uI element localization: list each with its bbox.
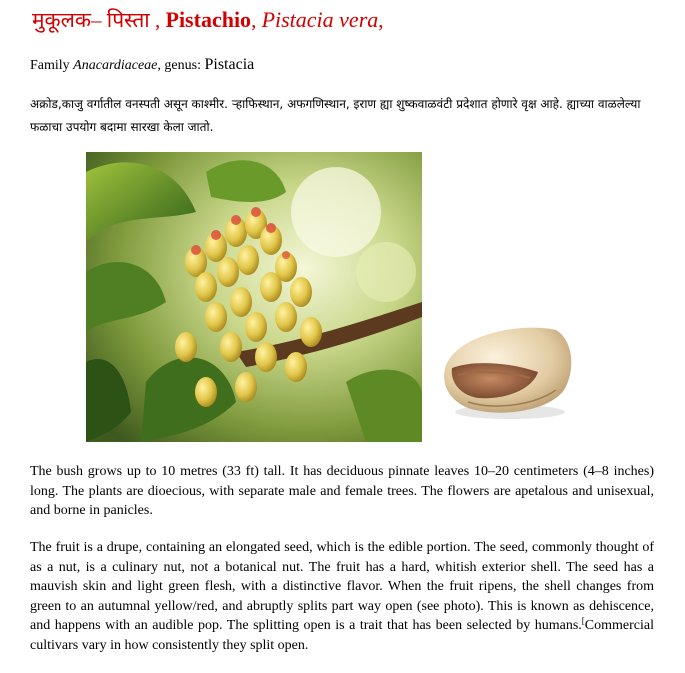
title-common-name: Pistachio (165, 7, 252, 32)
title-separator: , (251, 8, 262, 32)
genus-prefix: , genus: (157, 58, 205, 73)
paragraph-fruit-text: The fruit is a drupe, containing an elongated seed, which is the edible portion. The seed, commonly thought of as a nut, is a culinary nut, not a botanical nut. The fruit has a hard, whitish exterior shell. The seed has a mauvish skin and light green flesh, with a distinctive flavor. When the fruit ripens, the shell changes from green to an autumnal yellow/red, and abruptly splits part way open (see photo). This is known as dehiscence, and happens with an audible pop. The splitting open is a trait that has been selected by humans. (30, 540, 654, 633)
paragraph-fruit-text-end: Commercial cultivars vary in how consistently they split open. (30, 618, 654, 653)
family-line (30, 56, 254, 74)
title-end: , (378, 8, 384, 32)
intro-marathi-paragraph: अक्रोड,काजु वर्गातील वनस्पती असून काश्मीर. ऱ्हाफिस्थान, अफगणिस्थान, इराण ह्या शुष्कवाळवंटी प्रदेशात होणारे वृक्ष आहे. ह्याच्या वाळलेल्या फळाचा उपयोग बदामा सारखा केला जातो. (30, 97, 641, 134)
paragraph-fruit (30, 538, 654, 655)
title-latin-name: Pistacia vera (261, 7, 379, 32)
family-prefix: Family (30, 58, 74, 73)
pistachio-nut-photo (438, 320, 578, 422)
paragraph-description: The bush grows up to 10 metres (33 ft) tall. It has deciduous pinnate leaves 10–20 centimeters (4–8 inches) long. The plants are dioecious, with separate male and female trees. The flowers are apetalous and unisexual, and borne in panicles. (30, 464, 654, 518)
family-name: Anacardiaceae (73, 58, 158, 73)
title-marathi: मुकूलक– पिस्ता , (32, 8, 166, 32)
pistachio-branch-photo (86, 152, 422, 442)
citation-marker[interactable]: [ (581, 615, 585, 626)
page-title (32, 6, 384, 34)
genus-name: Pistacia (204, 56, 255, 73)
